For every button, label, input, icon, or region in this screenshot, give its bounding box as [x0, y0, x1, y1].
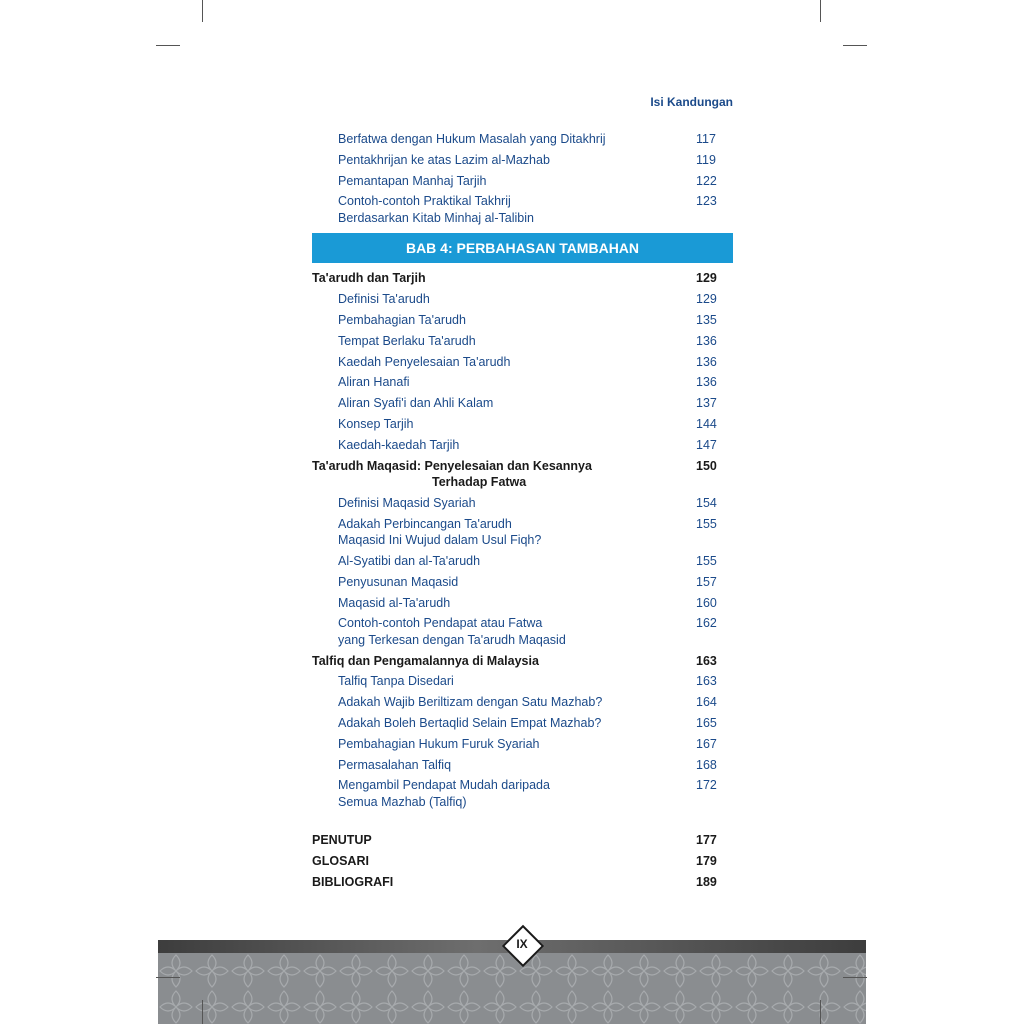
crop-mark	[202, 1000, 203, 1024]
toc-entry-label: Aliran Syafi'i dan Ahli Kalam	[338, 396, 494, 411]
toc-entry-label: Adakah Boleh Bertaqlid Selain Empat Mazhab?	[338, 716, 602, 731]
toc-entry-label-line1: Mengambil Pendapat Mudah daripada	[338, 778, 550, 793]
toc-entry[interactable]	[312, 516, 733, 549]
crop-mark	[156, 977, 180, 978]
toc-section-label-line1: Ta'arudh Maqasid: Penyelesaian dan Kesannya	[312, 458, 592, 473]
toc-entry[interactable]	[312, 354, 733, 371]
toc-entry-page: 144	[696, 416, 717, 431]
toc-entry[interactable]	[312, 312, 733, 329]
toc-entry-page: 165	[696, 716, 717, 731]
toc-entry-page: 123	[696, 194, 717, 209]
toc-entry[interactable]	[312, 715, 733, 732]
toc-section-page: 129	[696, 271, 717, 286]
toc-entry-label: Talfiq Tanpa Disedari	[338, 674, 454, 689]
toc-section-heading[interactable]	[312, 458, 733, 491]
toc-entry-label: Konsep Tarjih	[338, 416, 414, 431]
toc-entry[interactable]	[312, 736, 733, 753]
toc-entry[interactable]	[312, 193, 733, 226]
toc-end-sections	[312, 832, 733, 890]
toc-section-page: 179	[696, 854, 717, 869]
toc-entry-page: 117	[696, 132, 716, 146]
toc-entry-page: 137	[696, 396, 717, 411]
toc-section-label: Ta'arudh dan Tarjih	[312, 271, 426, 286]
toc-section-heading[interactable]	[312, 832, 733, 849]
crop-mark	[843, 977, 867, 978]
toc-entry[interactable]	[312, 615, 733, 648]
toc-entry[interactable]	[312, 131, 733, 148]
toc-entry-label-line2: Maqasid Ini Wujud dalam Usul Fiqh?	[338, 533, 542, 548]
crop-mark	[156, 45, 180, 46]
toc-entry-label: Definisi Ta'arudh	[338, 292, 430, 307]
toc-entry-page: 129	[696, 292, 717, 307]
toc-entry-label	[338, 516, 678, 549]
toc-entry-label-line2: Berdasarkan Kitab Minhaj al-Talibin	[338, 210, 534, 225]
crop-mark	[820, 1000, 821, 1024]
toc-entry-page: 155	[696, 516, 717, 531]
toc-entry[interactable]	[312, 553, 733, 570]
table-of-contents	[312, 131, 733, 895]
toc-entry[interactable]	[312, 416, 733, 433]
toc-entry-page: 162	[696, 616, 717, 631]
toc-section-heading[interactable]	[312, 874, 733, 891]
toc-entry[interactable]	[312, 777, 733, 810]
crop-mark	[202, 0, 203, 22]
toc-section-page: 150	[696, 458, 717, 473]
toc-entry-label: Maqasid al-Ta'arudh	[338, 595, 451, 610]
chapter-heading: BAB 4: PERBAHASAN TAMBAHAN	[312, 233, 733, 263]
toc-section-label: Talfiq dan Pengamalannya di Malaysia	[312, 653, 539, 668]
toc-section-label: BIBLIOGRAFI	[312, 875, 394, 890]
toc-entry-page: 155	[696, 553, 717, 568]
toc-section-label: GLOSARI	[312, 854, 369, 869]
toc-entry-page: 163	[696, 674, 717, 689]
toc-entry-label	[338, 615, 678, 648]
toc-entry-page: 136	[696, 354, 717, 369]
toc-entry[interactable]	[312, 694, 733, 711]
toc-entry-label: Definisi Maqasid Syariah	[338, 495, 476, 510]
toc-entry-label-line2: yang Terkesan dengan Ta'arudh Maqasid	[338, 632, 566, 647]
toc-entry-page: 168	[696, 757, 717, 772]
toc-entry[interactable]	[312, 673, 733, 690]
toc-entry-label: Pemantapan Manhaj Tarjih	[338, 173, 487, 188]
crop-mark	[843, 45, 867, 46]
toc-entry[interactable]	[312, 152, 733, 169]
toc-entry-label: Aliran Hanafi	[338, 375, 410, 390]
toc-entry-page: 160	[696, 595, 717, 610]
page-number: IX	[516, 937, 528, 951]
toc-entry-page: 147	[696, 437, 717, 452]
toc-entry[interactable]	[312, 757, 733, 774]
toc-entry[interactable]	[312, 437, 733, 454]
toc-section-label-line2: Terhadap Fatwa	[432, 475, 527, 490]
toc-entry-page: 172	[696, 778, 717, 793]
toc-entry[interactable]	[312, 374, 733, 391]
toc-entry-label-line1: Adakah Perbincangan Ta'arudh	[338, 516, 512, 531]
toc-entry-label: Kaedah-kaedah Tarjih	[338, 437, 460, 452]
toc-section-heading[interactable]	[312, 653, 733, 670]
page-number-badge	[502, 925, 542, 965]
toc-entry-label: Pembahagian Ta'arudh	[338, 312, 466, 327]
toc-entry-label: Adakah Wajib Beriltizam dengan Satu Mazhab?	[338, 695, 603, 710]
toc-entry-page: 154	[696, 495, 717, 510]
toc-entry-label: Tempat Berlaku Ta'arudh	[338, 333, 476, 348]
toc-section-page: 177	[696, 833, 717, 848]
toc-entry-label-line2: Semua Mazhab (Talfiq)	[338, 794, 467, 809]
toc-entry-label-line1: Contoh-contoh Pendapat atau Fatwa	[338, 616, 543, 631]
toc-entry-page: 136	[696, 375, 717, 390]
toc-entry-page: 167	[696, 736, 717, 751]
toc-entry-label	[338, 777, 678, 810]
toc-entry[interactable]	[312, 333, 733, 350]
toc-entry[interactable]	[312, 291, 733, 308]
toc-entry-label	[338, 193, 678, 226]
toc-entry-page: 164	[696, 695, 717, 710]
toc-section-heading[interactable]	[312, 270, 733, 287]
toc-entry-page: 157	[696, 574, 717, 589]
toc-entry[interactable]	[312, 395, 733, 412]
toc-entry[interactable]	[312, 574, 733, 591]
toc-entry-label: Penyusunan Maqasid	[338, 574, 459, 589]
toc-entry-label: Pembahagian Hukum Furuk Syariah	[338, 736, 540, 751]
crop-mark	[820, 0, 821, 22]
toc-entry[interactable]	[312, 595, 733, 612]
toc-entry-label: Pentakhrijan ke atas Lazim al-Mazhab	[338, 152, 550, 167]
toc-entry[interactable]	[312, 495, 733, 512]
toc-entry-label: Permasalahan Talfiq	[338, 757, 452, 772]
toc-section-page: 189	[696, 875, 717, 890]
toc-entry-page: 122	[696, 173, 717, 188]
toc-entry-page: 136	[696, 333, 717, 348]
toc-entry-label: Berfatwa dengan Hukum Masalah yang Ditakhrij	[338, 132, 606, 146]
toc-entry[interactable]	[312, 173, 733, 190]
toc-entry-label-line1: Contoh-contoh Praktikal Takhrij	[338, 194, 511, 209]
toc-entry-label: Kaedah Penyelesaian Ta'arudh	[338, 354, 511, 369]
toc-section-label: PENUTUP	[312, 833, 372, 848]
toc-section-heading[interactable]	[312, 853, 733, 870]
toc-entry-page: 135	[696, 312, 717, 327]
toc-entry-page: 119	[696, 152, 716, 167]
page-header-title: Isi Kandungan	[650, 95, 733, 109]
toc-entry-label: Al-Syatibi dan al-Ta'arudh	[338, 553, 481, 568]
toc-section-label	[312, 458, 652, 491]
toc-section-page: 163	[696, 653, 717, 668]
